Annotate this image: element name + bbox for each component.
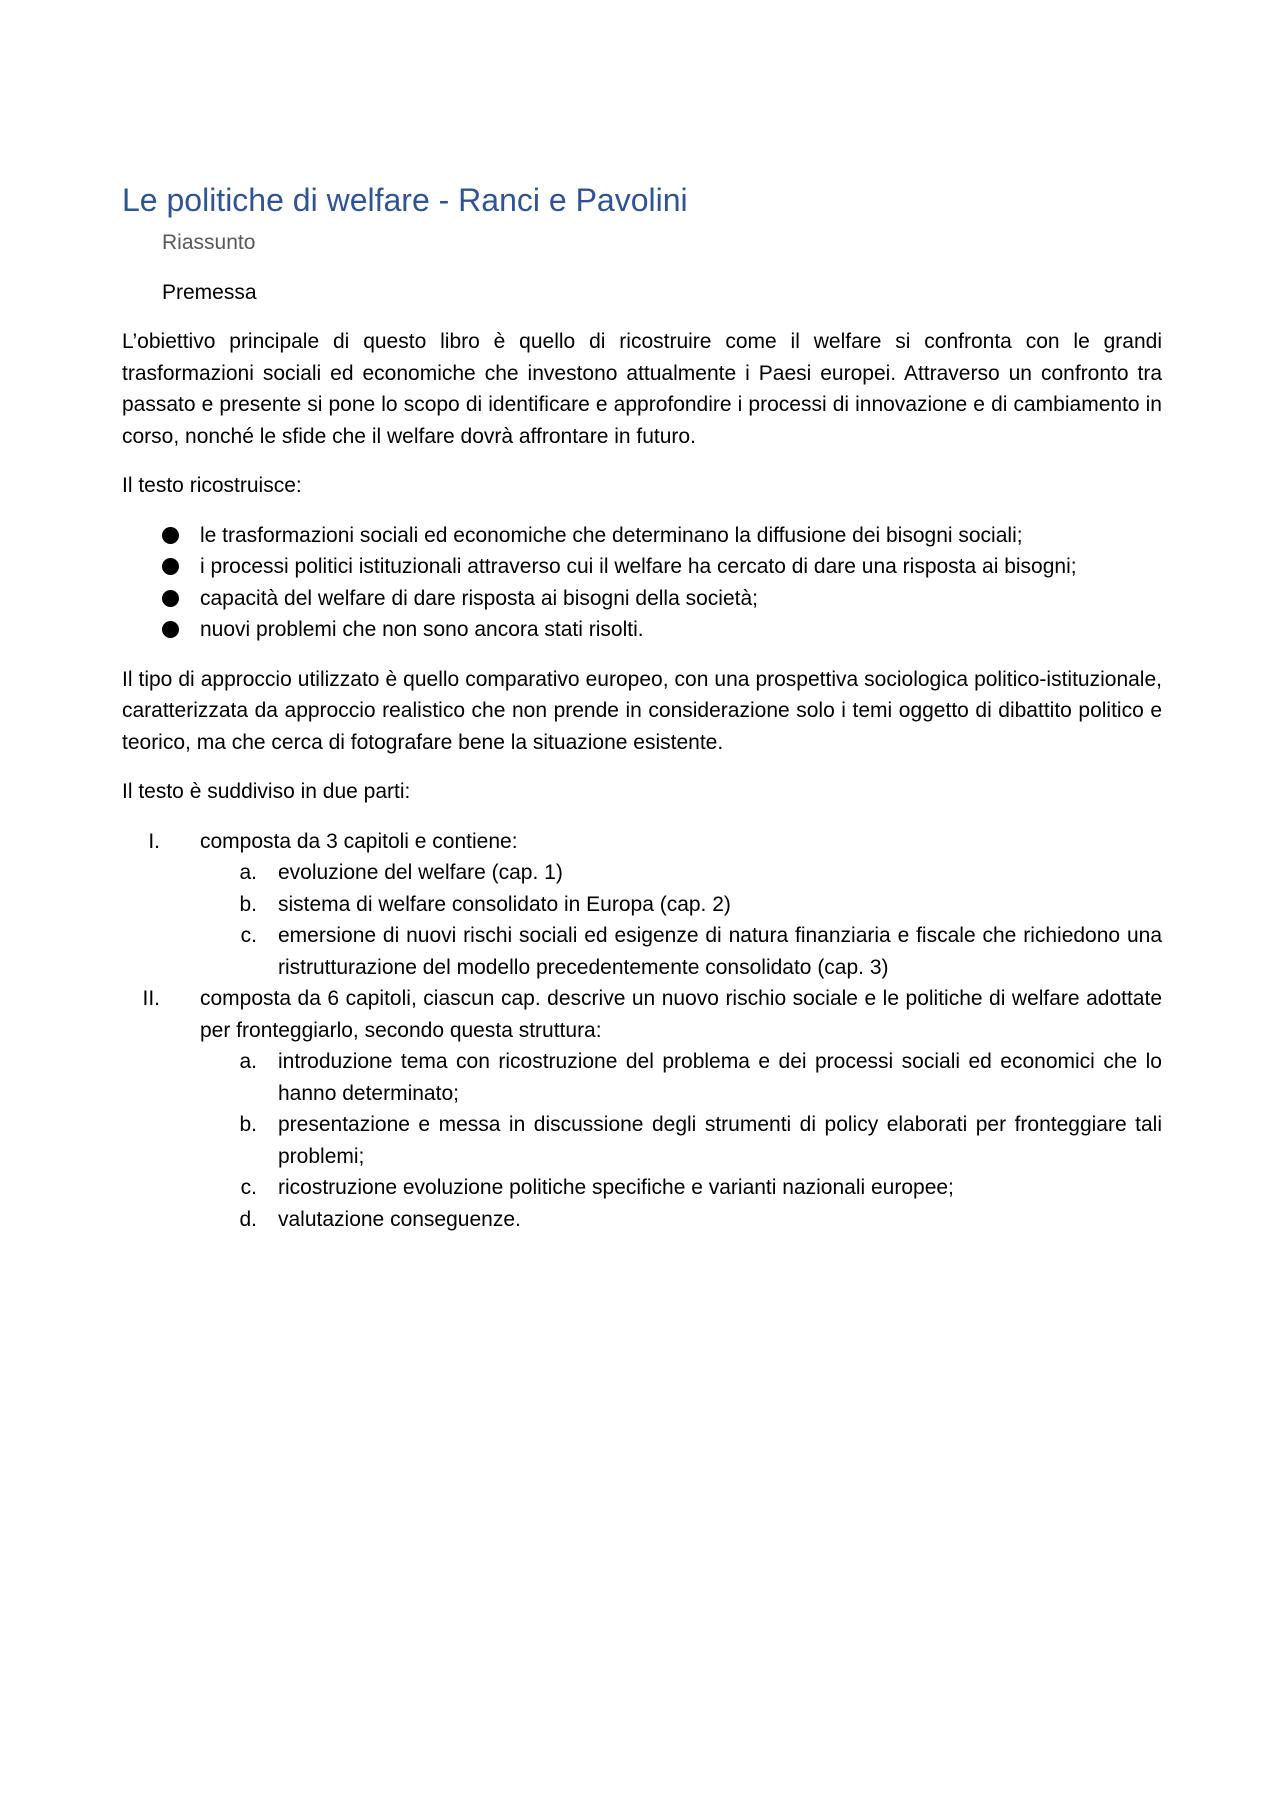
document-page [122, 178, 1162, 1235]
sub-marker: c. [240, 1176, 257, 1199]
sub-text: ricostruzione evoluzione politiche specifiche e varianti nazionali europee; [278, 1176, 954, 1199]
sub-text: evoluzione del welfare (cap. 1) [278, 861, 563, 884]
sub-item [122, 1109, 1162, 1172]
paragraph-intro: L’obiettivo principale di questo libro è quello di ricostruire come il welfare si confronta con le grandi trasformazioni sociali ed economiche che investono attualmente i Paesi europei. Attraverso un confronto tra passato e presente si pone lo scopo di identificare e approfondire i processi di innovazione e di cambiamento in corso, nonché le sfide che il welfare dovrà affrontare in futuro. [122, 330, 1162, 448]
part-text: composta da 3 capitoli e contiene: [200, 829, 518, 853]
paragraph-parts-intro: Il testo è suddiviso in due parti: [122, 780, 411, 803]
sub-text: introduzione tema con ricostruzione del problema e dei processi sociali ed economici che lo hanno determinato; [278, 1050, 1162, 1105]
paragraph-list-intro: Il testo ricostruisce: [122, 474, 302, 497]
paragraph-approach: Il tipo di approccio utilizzato è quello comparativo europeo, con una prospettiva sociologica politico-istituzionale, caratterizzata da approccio realistico che non prende in considerazione solo i temi oggetto di dibattito politico e teorico, ma che cerca di fotografare bene la situazione esistente. [122, 667, 1162, 754]
part-text: composta da 6 capitoli, ciascun cap. descrive un nuovo rischio sociale e le politiche di welfare adottate per fronteggiarlo, secondo questa struttura: [200, 987, 1162, 1042]
sub-list [200, 1046, 1162, 1235]
bullet-icon [162, 558, 179, 575]
part-item [122, 983, 1162, 1235]
bullet-icon [162, 621, 179, 638]
list-item-text: le trasformazioni sociali ed economiche che determinano la diffusione dei bisogni sociali; [200, 523, 1023, 547]
sub-text: sistema di welfare consolidato in Europa (cap. 2) [278, 892, 731, 916]
sub-marker: b. [239, 892, 257, 916]
sub-marker: c. [240, 924, 257, 947]
list-item [122, 520, 1162, 552]
bullet-icon [162, 590, 179, 607]
document-title: Le politiche di welfare - Ranci e Pavolini [122, 182, 688, 218]
sub-item [122, 920, 1162, 983]
bullet-list [122, 520, 1162, 646]
list-item [122, 551, 1162, 583]
part-marker: II. [142, 987, 160, 1010]
sub-text: presentazione e messa in discussione degli strumenti di policy elaborati per fronteggiare tali problemi; [278, 1113, 1162, 1168]
sub-text: emersione di nuovi rischi sociali ed esigenze di natura finanziaria e fiscale che richiedono una ristrutturazione del modello precedentemente consolidato (cap. 3) [278, 924, 1162, 979]
sub-marker: b. [239, 1113, 257, 1136]
sub-marker: d. [239, 1207, 257, 1231]
parts-list [122, 826, 1162, 1236]
bullet-icon [162, 527, 179, 544]
section-heading: Premessa [162, 281, 257, 304]
sub-item [122, 1172, 1162, 1204]
sub-text: valutazione conseguenze. [278, 1207, 521, 1231]
sub-marker: a. [239, 1050, 257, 1073]
list-item [122, 583, 1162, 615]
sub-item [122, 1046, 1162, 1109]
list-item [122, 614, 1162, 646]
sub-item [122, 857, 1162, 889]
list-item-text: i processi politici istituzionali attraverso cui il welfare ha cercato di dare una risposta ai bisogni; [200, 555, 1077, 578]
sub-marker: a. [239, 861, 257, 884]
list-item-text: nuovi problemi che non sono ancora stati risolti. [200, 618, 644, 641]
list-item-text: capacità del welfare di dare risposta ai bisogni della società; [200, 586, 758, 610]
sub-list [200, 857, 1162, 983]
part-item [122, 826, 1162, 984]
sub-item [122, 889, 1162, 921]
part-marker: I. [148, 829, 160, 853]
document-subtitle: Riassunto [162, 231, 256, 254]
sub-item [122, 1204, 1162, 1236]
